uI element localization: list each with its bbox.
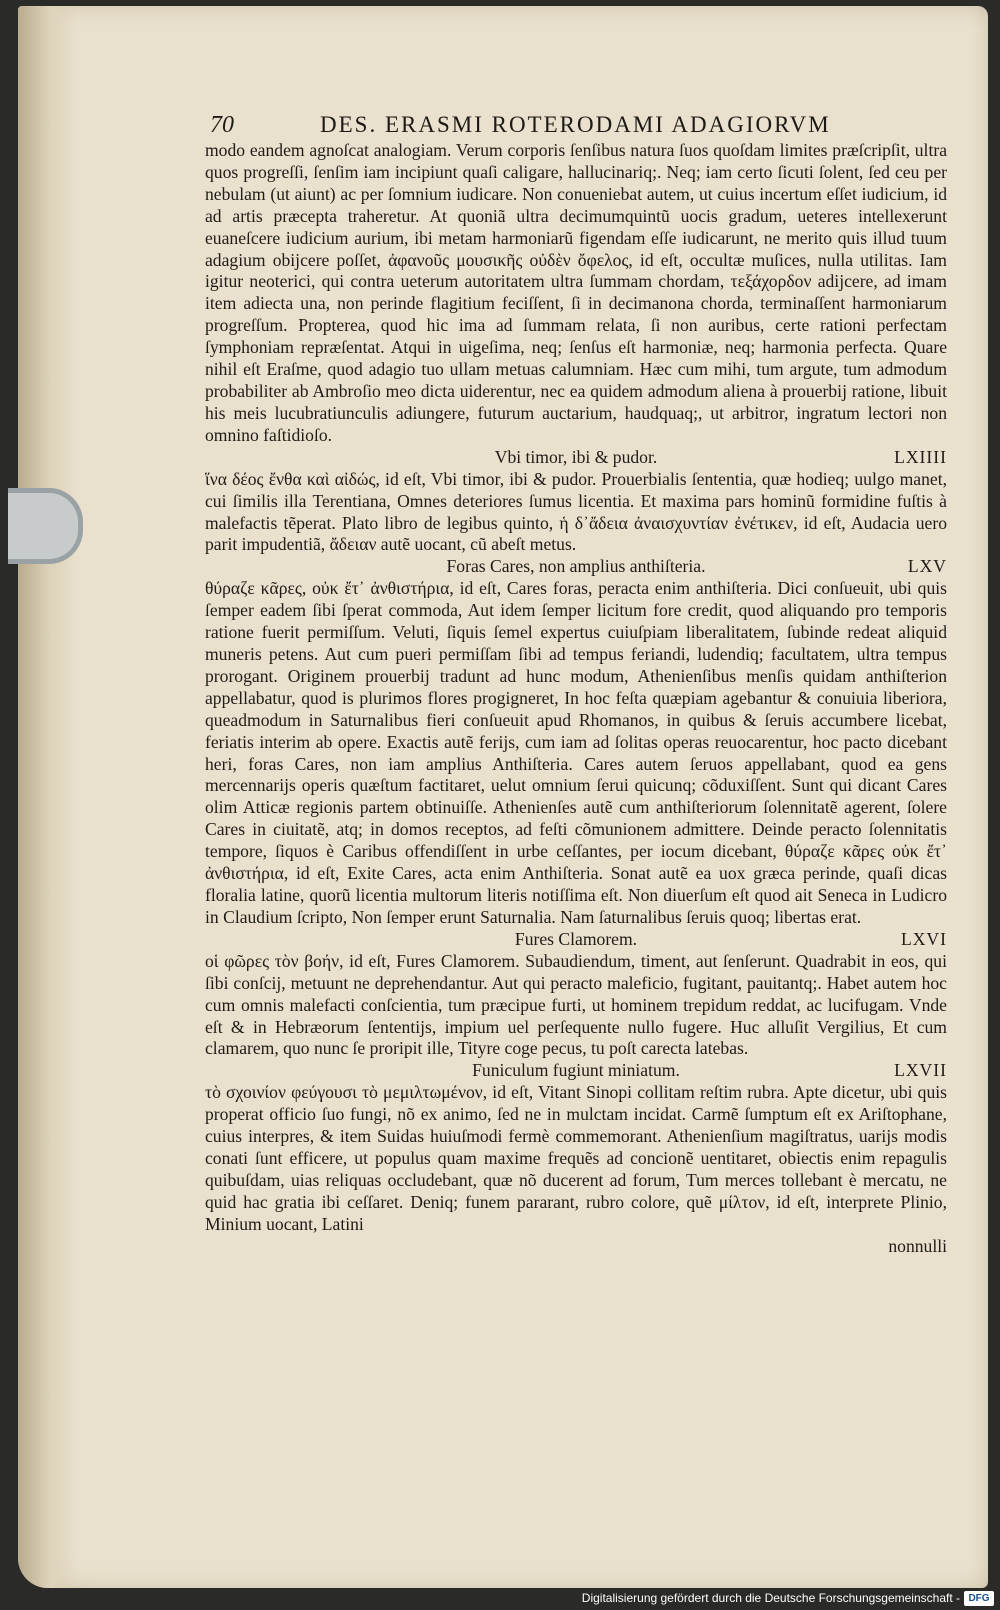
text-block bbox=[205, 140, 947, 1258]
adage-number: LXVII bbox=[894, 1060, 947, 1081]
running-head: DES. ERASMI ROTERODAMI ADAGIORVM bbox=[320, 112, 831, 137]
adage-number: LXV bbox=[907, 556, 947, 577]
adage-text: τὸ σχοινίον φεύγουσι τὸ μεμιλτωμένον, id eſt, Vitant Sinopi collitam reſtim rubra. Apte dicetur, ubi quis properat officio ſuo fungi, nõ ex animo, ſed ne in mulctam incidat. Carmẽ ſumptum eſt ex Ariſtophane, cuius interpres, & item Suidas huiuſmodi fermè commemorant. Athenienſium magiſtratus, uarijs modis conati ſunt efficere, ut populus quam maxime frequẽs ad concionẽ uentitaret, obiectis enim repagulis quibuſdam, uias reliquas occludebant, quæ nõ ducerent ad forum, Tum merces tollebant è mercatu, ne quid hac gratia ibi ceſſaret. Deniq; funem pararant, rubro colore, quẽ μίλτον, id eſt, interprete Plinio, Minium uocant, Latini bbox=[205, 1082, 947, 1234]
metal-clasp bbox=[8, 488, 83, 564]
adage-heading bbox=[205, 556, 947, 578]
dfg-logo: DFG bbox=[964, 1591, 994, 1606]
adage-text: οἱ φῶρες τὸν βοήν, id eſt, Fures Clamorem. Subaudiendum, timent, aut ſenſerunt. Quadrabit in eos, qui ſibi conſcij, metuunt ne deprehendantur. Aut qui peracto maleficio, fugitant, pauitantq;. Habet autem hoc cum omnis malefacti conſcientia, tum præcipue furti, ut hominem trepidum reddat, ac lucifugam. Vnde eſt & in Hebræorum ſententijs, impium uel perſequente nullo fugere. Huc alluſit Vergilius, Et cum clamarem, quo nunc ſe proripit ille, Tityre coge pecus, tu poſt carecta latebas. bbox=[205, 950, 947, 1059]
adage-text: ἵνα δέος ἔνθα καὶ αἰδώς, id eſt, Vbi timor, ibi & pudor. Prouerbialis ſententia, quæ hodieq; uulgo manet, cui ſimilis illa Terentiana, Omnes deteriores ſumus licentia. Et maxima pars hominũ formidine fuſtis à malefactis tẽperat. Plato libro de legibus quinto, ἡ δ᾽ἄδεια ἀναισχυντίαν ἐνέτικεν, id eſt, Audacia uero parit impudentiã, ἄδειαν autẽ uocant, cũ abeſt metus. bbox=[205, 468, 947, 555]
adage-heading bbox=[205, 929, 947, 951]
adage-number: LXIIII bbox=[894, 446, 947, 467]
adage-number: LXVI bbox=[900, 928, 947, 949]
adage-text: θύραζε κᾶρες, οὐκ ἔτ᾽ ἀνθιστήρια, id eſt, Cares foras, peracta enim anthiſteria. Dici conſueuit, ubi quis ſemper eadem ſibi ſperat commoda, Aut idem ſemper licitum fore credit, quod aliquando pro temporis ratione fuerit permiſſum. Veluti, ſiquis ſemel expertus cuiuſpiam liberalitatem, ſubinde redeat aliquid muneris petens. Aut cum pueri permiſſam ſibi ad tempus feriandi, ludendiq; facultatem, ultra tempus prorogant. Originem prouerbij tradunt ad hunc modum, Athenienſibus menſis quidam anthiſterion appellabatur, quod is plurimos flores progigneret, In hoc feſta quæpiam agebantur & conuiuia liberiora, queadmodum in Saturnalibus fieri conſueuit apud Rhomanos, in quibus & ſeruis accumbere licebat, feriatis interim ab opere. Exactis autẽ ferijs, cum iam ad ſolitas operas reuocarentur, hoc pacto dicebant heri, foras Cares, non iam amplius Anthiſteria. Cares autem ſeruos appellabant, quod ea gens mercennarijs operis quæſtum factitaret, uelut omnium ſerui quicunq; cõduxiſſent. Sunt qui dicant Cares olim Atticæ regionis partem obtinuiſſe. Athenienſes autẽ cum anthiſteriorum ſolennitatẽ agerent, ſolere Cares in ciuitatẽ, atq; in domos receptos, ad feſti cõmunionem admittere. Deinde peracto ſolennitatis tempore, ſiquos è Caribus offendiſſent in urbe ceſſantes, per iocum dicebant, θύραζε κᾶρες οὐκ ἔτ᾽ ἀνθιστήρια, id eſt, Exite Cares, acta enim Anthiſteria. Sonat autẽ ea uox græca perinde, quaſi dicas floralia latine, quorũ licentia multorum literis notiſſima eſt. Non diuerſum eſt quod ait Seneca in Ludicro in Claudium ſcripto, Non ſemper erunt Saturnalia. Nam ſaturnalibus ſeruis quoq; libertas erat. bbox=[205, 578, 947, 927]
folio-number: 70 bbox=[210, 112, 234, 138]
funding-note: Digitalisierung gefördert durch die Deutsche Forschungsgemeinschaft - bbox=[581, 1591, 960, 1605]
adage-heading bbox=[205, 447, 947, 469]
adage-title: Fures Clamorem. bbox=[514, 928, 638, 949]
page-gutter-shadow bbox=[18, 6, 78, 1588]
digitization-footer bbox=[0, 1588, 1000, 1610]
catchword: nonnulli bbox=[888, 1235, 947, 1256]
adage-title: Vbi timor, ibi & pudor. bbox=[494, 446, 658, 467]
adage-title: Funiculum fugiunt miniatum. bbox=[472, 1060, 680, 1081]
adage-heading bbox=[205, 1060, 947, 1082]
page-header bbox=[210, 112, 940, 142]
adage-title: Foras Cares, non amplius anthiſteria. bbox=[446, 556, 706, 577]
intro-paragraph: modo eandem agnoſcat analogiam. Verum corporis ſenſibus natura ſuos quoſdam limites præſcripſit, ultra quos progreſſi, ſenſim iam incipiunt quaſi caligare, hallucinariq;. Neq; iam certo ſicuti ſolent, ſed ceu per nebulam (ut aiunt) ac per ſomnium iudicare. Non conueniebat autem, ut cuius incertum eſſet iudicium, id ad artis præcepta traheretur. At quoniã ultra decimumquintũ uocis gradum, ueteres intellexerunt euaneſcere iudicium aurium, ibi metam harmoniarũ figendam eſſe iudicarunt, ne merito quis illud tuum adagium obijcere poſſet, ἀφανοῦς μουσικῆς οὐδὲν ὄφελος, id eſt, occultæ muſices, nulla utilitas. Iam igitur neoterici, qui contra ueterum autoritatem ultra ſummam chordam, τεξάχορδον adijcere, ad imam item adiecta una, non perinde flagitium feciſſent, ſi in decimanona chorda, terminaſſent harmoniarum progreſſum. Propterea, quod hic ima ad ſummam relata, ſi non auribus, certe rationi perfectam ſymphoniam repræſentat. Atqui in uigeſima, neq; ſenſus eſt harmoniæ, neq; harmonia perfecta. Quare nihil eſt Eraſme, quod adagio tuo ullam metuas calumniam. Hæc cum mihi, tum argute, tum admodum probabiliter ab Ambroſio meo dicta uiderentur, nec ea quidem admodum aliena à prouerbij ratione, libuit his meis lucubratiunculis adiungere, futurum auctarium, haudquaq;, ut arbitror, ingratum lectori non omnino faſtidioſo. bbox=[205, 140, 947, 445]
